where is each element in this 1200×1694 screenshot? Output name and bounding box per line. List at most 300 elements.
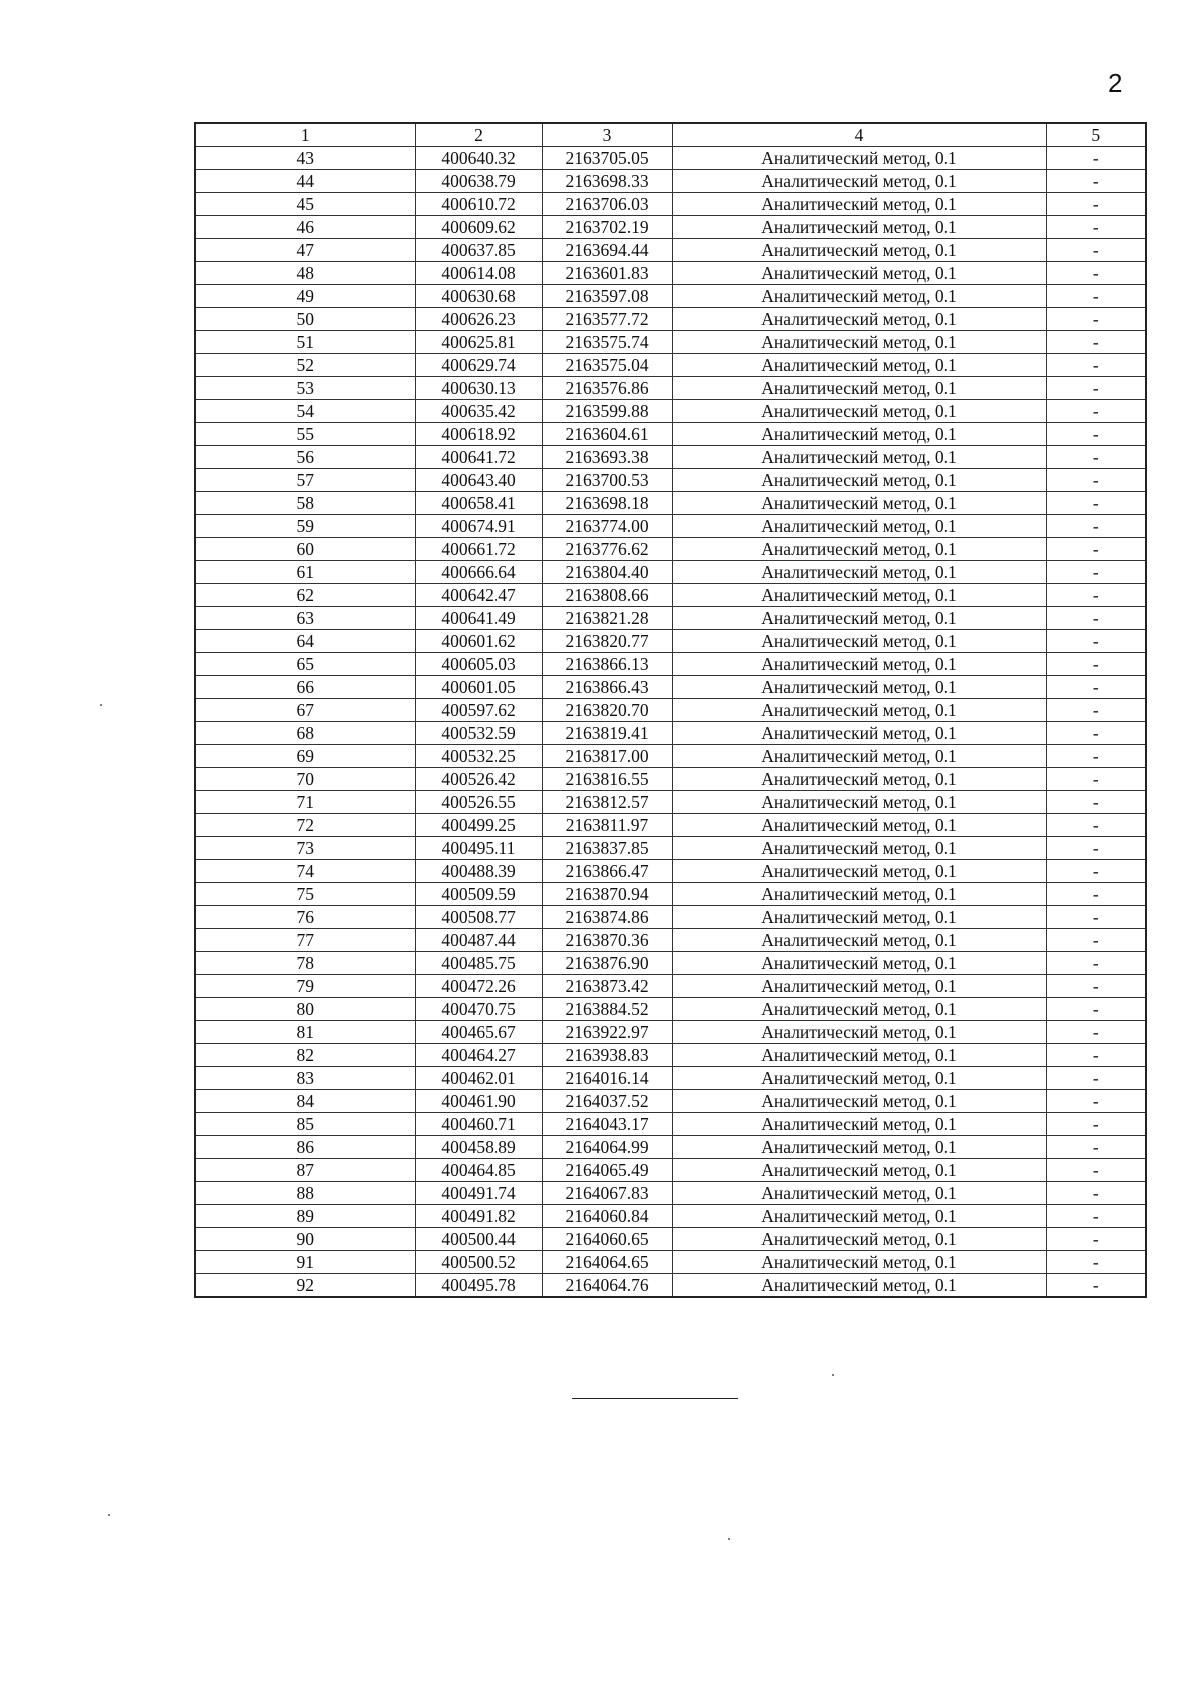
method-cell: Аналитический метод, 0.1 <box>672 377 1046 400</box>
method-cell: Аналитический метод, 0.1 <box>672 1090 1046 1113</box>
point-number-cell: 63 <box>195 607 415 630</box>
x-coordinate-cell: 400464.27 <box>415 1044 542 1067</box>
x-coordinate-cell: 400661.72 <box>415 538 542 561</box>
note-cell: - <box>1046 1228 1146 1251</box>
table-row <box>195 262 1146 285</box>
point-number-cell: 52 <box>195 354 415 377</box>
method-cell: Аналитический метод, 0.1 <box>672 446 1046 469</box>
table-row <box>195 147 1146 170</box>
method-cell: Аналитический метод, 0.1 <box>672 170 1046 193</box>
table-row <box>195 170 1146 193</box>
note-cell: - <box>1046 377 1146 400</box>
scan-speck <box>100 704 102 706</box>
scan-speck <box>108 1514 110 1516</box>
x-coordinate-cell: 400495.78 <box>415 1274 542 1298</box>
note-cell: - <box>1046 860 1146 883</box>
method-cell: Аналитический метод, 0.1 <box>672 1159 1046 1182</box>
y-coordinate-cell: 2163700.53 <box>542 469 672 492</box>
note-cell: - <box>1046 998 1146 1021</box>
table-row <box>195 515 1146 538</box>
method-cell: Аналитический метод, 0.1 <box>672 492 1046 515</box>
y-coordinate-cell: 2163804.40 <box>542 561 672 584</box>
point-number-cell: 71 <box>195 791 415 814</box>
point-number-cell: 48 <box>195 262 415 285</box>
x-coordinate-cell: 400509.59 <box>415 883 542 906</box>
note-cell: - <box>1046 400 1146 423</box>
y-coordinate-cell: 2163575.04 <box>542 354 672 377</box>
x-coordinate-cell: 400630.13 <box>415 377 542 400</box>
table-header <box>195 123 1146 147</box>
note-cell: - <box>1046 469 1146 492</box>
note-cell: - <box>1046 1044 1146 1067</box>
table-row <box>195 722 1146 745</box>
point-number-cell: 86 <box>195 1136 415 1159</box>
note-cell: - <box>1046 1251 1146 1274</box>
table-row <box>195 239 1146 262</box>
x-coordinate-cell: 400597.62 <box>415 699 542 722</box>
y-coordinate-cell: 2163698.18 <box>542 492 672 515</box>
x-coordinate-cell: 400626.23 <box>415 308 542 331</box>
point-number-cell: 45 <box>195 193 415 216</box>
y-coordinate-cell: 2164060.65 <box>542 1228 672 1251</box>
method-cell: Аналитический метод, 0.1 <box>672 653 1046 676</box>
point-number-cell: 70 <box>195 768 415 791</box>
x-coordinate-cell: 400674.91 <box>415 515 542 538</box>
method-cell: Аналитический метод, 0.1 <box>672 239 1046 262</box>
x-coordinate-cell: 400601.62 <box>415 630 542 653</box>
y-coordinate-cell: 2163820.70 <box>542 699 672 722</box>
point-number-cell: 68 <box>195 722 415 745</box>
x-coordinate-cell: 400637.85 <box>415 239 542 262</box>
table-row <box>195 860 1146 883</box>
method-cell: Аналитический метод, 0.1 <box>672 1044 1046 1067</box>
point-number-cell: 58 <box>195 492 415 515</box>
note-cell: - <box>1046 561 1146 584</box>
method-cell: Аналитический метод, 0.1 <box>672 975 1046 998</box>
table-row <box>195 929 1146 952</box>
note-cell: - <box>1046 1274 1146 1298</box>
note-cell: - <box>1046 722 1146 745</box>
x-coordinate-cell: 400609.62 <box>415 216 542 239</box>
table-row <box>195 1044 1146 1067</box>
table-row <box>195 492 1146 515</box>
note-cell: - <box>1046 193 1146 216</box>
table-row <box>195 308 1146 331</box>
x-coordinate-cell: 400641.72 <box>415 446 542 469</box>
coordinates-table <box>194 122 1147 1298</box>
method-cell: Аналитический метод, 0.1 <box>672 768 1046 791</box>
x-coordinate-cell: 400461.90 <box>415 1090 542 1113</box>
note-cell: - <box>1046 1159 1146 1182</box>
method-cell: Аналитический метод, 0.1 <box>672 676 1046 699</box>
point-number-cell: 85 <box>195 1113 415 1136</box>
note-cell: - <box>1046 699 1146 722</box>
method-cell: Аналитический метод, 0.1 <box>672 331 1046 354</box>
y-coordinate-cell: 2163873.42 <box>542 975 672 998</box>
method-cell: Аналитический метод, 0.1 <box>672 837 1046 860</box>
table-row <box>195 1159 1146 1182</box>
table-row <box>195 1067 1146 1090</box>
point-number-cell: 53 <box>195 377 415 400</box>
page-number: 2 <box>1108 68 1123 98</box>
method-cell: Аналитический метод, 0.1 <box>672 929 1046 952</box>
method-cell: Аналитический метод, 0.1 <box>672 515 1046 538</box>
table-row <box>195 354 1146 377</box>
point-number-cell: 73 <box>195 837 415 860</box>
point-number-cell: 77 <box>195 929 415 952</box>
x-coordinate-cell: 400460.71 <box>415 1113 542 1136</box>
method-cell: Аналитический метод, 0.1 <box>672 147 1046 170</box>
method-cell: Аналитический метод, 0.1 <box>672 814 1046 837</box>
x-coordinate-cell: 400629.74 <box>415 354 542 377</box>
y-coordinate-cell: 2163837.85 <box>542 837 672 860</box>
note-cell: - <box>1046 239 1146 262</box>
method-cell: Аналитический метод, 0.1 <box>672 262 1046 285</box>
note-cell: - <box>1046 607 1146 630</box>
note-cell: - <box>1046 1205 1146 1228</box>
method-cell: Аналитический метод, 0.1 <box>672 561 1046 584</box>
note-cell: - <box>1046 1090 1146 1113</box>
table-row <box>195 584 1146 607</box>
point-number-cell: 88 <box>195 1182 415 1205</box>
method-cell: Аналитический метод, 0.1 <box>672 1067 1046 1090</box>
point-number-cell: 66 <box>195 676 415 699</box>
method-cell: Аналитический метод, 0.1 <box>672 998 1046 1021</box>
x-coordinate-cell: 400499.25 <box>415 814 542 837</box>
y-coordinate-cell: 2163575.74 <box>542 331 672 354</box>
point-number-cell: 67 <box>195 699 415 722</box>
point-number-cell: 79 <box>195 975 415 998</box>
point-number-cell: 78 <box>195 952 415 975</box>
note-cell: - <box>1046 170 1146 193</box>
method-cell: Аналитический метод, 0.1 <box>672 1228 1046 1251</box>
x-coordinate-cell: 400465.67 <box>415 1021 542 1044</box>
x-coordinate-cell: 400500.52 <box>415 1251 542 1274</box>
note-cell: - <box>1046 262 1146 285</box>
note-cell: - <box>1046 676 1146 699</box>
y-coordinate-cell: 2163922.97 <box>542 1021 672 1044</box>
y-coordinate-cell: 2164067.83 <box>542 1182 672 1205</box>
note-cell: - <box>1046 791 1146 814</box>
method-cell: Аналитический метод, 0.1 <box>672 216 1046 239</box>
y-coordinate-cell: 2164043.17 <box>542 1113 672 1136</box>
point-number-cell: 54 <box>195 400 415 423</box>
header-row <box>195 123 1146 147</box>
y-coordinate-cell: 2163705.05 <box>542 147 672 170</box>
table-row <box>195 975 1146 998</box>
method-cell: Аналитический метод, 0.1 <box>672 722 1046 745</box>
note-cell: - <box>1046 1136 1146 1159</box>
method-cell: Аналитический метод, 0.1 <box>672 469 1046 492</box>
x-coordinate-cell: 400500.44 <box>415 1228 542 1251</box>
column-header-3: 3 <box>542 123 672 147</box>
x-coordinate-cell: 400487.44 <box>415 929 542 952</box>
x-coordinate-cell: 400532.59 <box>415 722 542 745</box>
y-coordinate-cell: 2163776.62 <box>542 538 672 561</box>
table-row <box>195 400 1146 423</box>
method-cell: Аналитический метод, 0.1 <box>672 400 1046 423</box>
point-number-cell: 74 <box>195 860 415 883</box>
note-cell: - <box>1046 906 1146 929</box>
table-row <box>195 538 1146 561</box>
point-number-cell: 75 <box>195 883 415 906</box>
y-coordinate-cell: 2164064.65 <box>542 1251 672 1274</box>
point-number-cell: 51 <box>195 331 415 354</box>
table-row <box>195 469 1146 492</box>
point-number-cell: 92 <box>195 1274 415 1298</box>
x-coordinate-cell: 400526.55 <box>415 791 542 814</box>
y-coordinate-cell: 2163820.77 <box>542 630 672 653</box>
method-cell: Аналитический метод, 0.1 <box>672 699 1046 722</box>
point-number-cell: 49 <box>195 285 415 308</box>
x-coordinate-cell: 400638.79 <box>415 170 542 193</box>
y-coordinate-cell: 2163819.41 <box>542 722 672 745</box>
y-coordinate-cell: 2163601.83 <box>542 262 672 285</box>
x-coordinate-cell: 400610.72 <box>415 193 542 216</box>
y-coordinate-cell: 2164065.49 <box>542 1159 672 1182</box>
point-number-cell: 57 <box>195 469 415 492</box>
note-cell: - <box>1046 837 1146 860</box>
x-coordinate-cell: 400605.03 <box>415 653 542 676</box>
note-cell: - <box>1046 745 1146 768</box>
note-cell: - <box>1046 492 1146 515</box>
x-coordinate-cell: 400508.77 <box>415 906 542 929</box>
method-cell: Аналитический метод, 0.1 <box>672 1274 1046 1298</box>
method-cell: Аналитический метод, 0.1 <box>672 630 1046 653</box>
y-coordinate-cell: 2163577.72 <box>542 308 672 331</box>
method-cell: Аналитический метод, 0.1 <box>672 883 1046 906</box>
y-coordinate-cell: 2163874.86 <box>542 906 672 929</box>
point-number-cell: 65 <box>195 653 415 676</box>
y-coordinate-cell: 2163774.00 <box>542 515 672 538</box>
x-coordinate-cell: 400470.75 <box>415 998 542 1021</box>
note-cell: - <box>1046 423 1146 446</box>
method-cell: Аналитический метод, 0.1 <box>672 285 1046 308</box>
method-cell: Аналитический метод, 0.1 <box>672 791 1046 814</box>
y-coordinate-cell: 2163866.43 <box>542 676 672 699</box>
method-cell: Аналитический метод, 0.1 <box>672 745 1046 768</box>
table-row <box>195 1274 1146 1298</box>
point-number-cell: 72 <box>195 814 415 837</box>
point-number-cell: 76 <box>195 906 415 929</box>
note-cell: - <box>1046 285 1146 308</box>
note-cell: - <box>1046 952 1146 975</box>
table-body <box>195 147 1146 1298</box>
point-number-cell: 62 <box>195 584 415 607</box>
x-coordinate-cell: 400630.68 <box>415 285 542 308</box>
method-cell: Аналитический метод, 0.1 <box>672 538 1046 561</box>
note-cell: - <box>1046 975 1146 998</box>
table-row <box>195 1021 1146 1044</box>
point-number-cell: 59 <box>195 515 415 538</box>
x-coordinate-cell: 400472.26 <box>415 975 542 998</box>
x-coordinate-cell: 400601.05 <box>415 676 542 699</box>
table-row <box>195 791 1146 814</box>
x-coordinate-cell: 400643.40 <box>415 469 542 492</box>
point-number-cell: 55 <box>195 423 415 446</box>
note-cell: - <box>1046 1113 1146 1136</box>
note-cell: - <box>1046 515 1146 538</box>
note-cell: - <box>1046 768 1146 791</box>
method-cell: Аналитический метод, 0.1 <box>672 860 1046 883</box>
y-coordinate-cell: 2163870.36 <box>542 929 672 952</box>
x-coordinate-cell: 400526.42 <box>415 768 542 791</box>
x-coordinate-cell: 400640.32 <box>415 147 542 170</box>
note-cell: - <box>1046 1182 1146 1205</box>
table-row <box>195 952 1146 975</box>
y-coordinate-cell: 2163702.19 <box>542 216 672 239</box>
method-cell: Аналитический метод, 0.1 <box>672 308 1046 331</box>
table-row <box>195 331 1146 354</box>
y-coordinate-cell: 2164060.84 <box>542 1205 672 1228</box>
method-cell: Аналитический метод, 0.1 <box>672 193 1046 216</box>
table-row <box>195 285 1146 308</box>
y-coordinate-cell: 2163599.88 <box>542 400 672 423</box>
table-row <box>195 1182 1146 1205</box>
table-row <box>195 883 1146 906</box>
y-coordinate-cell: 2163604.61 <box>542 423 672 446</box>
y-coordinate-cell: 2163576.86 <box>542 377 672 400</box>
point-number-cell: 43 <box>195 147 415 170</box>
y-coordinate-cell: 2163694.44 <box>542 239 672 262</box>
note-cell: - <box>1046 446 1146 469</box>
table-row <box>195 193 1146 216</box>
note-cell: - <box>1046 814 1146 837</box>
note-cell: - <box>1046 653 1146 676</box>
method-cell: Аналитический метод, 0.1 <box>672 354 1046 377</box>
table-row <box>195 607 1146 630</box>
point-number-cell: 64 <box>195 630 415 653</box>
table-row <box>195 561 1146 584</box>
note-cell: - <box>1046 630 1146 653</box>
y-coordinate-cell: 2163706.03 <box>542 193 672 216</box>
x-coordinate-cell: 400488.39 <box>415 860 542 883</box>
x-coordinate-cell: 400614.08 <box>415 262 542 285</box>
y-coordinate-cell: 2164037.52 <box>542 1090 672 1113</box>
note-cell: - <box>1046 216 1146 239</box>
y-coordinate-cell: 2163811.97 <box>542 814 672 837</box>
column-header-1: 1 <box>195 123 415 147</box>
y-coordinate-cell: 2164016.14 <box>542 1067 672 1090</box>
x-coordinate-cell: 400658.41 <box>415 492 542 515</box>
x-coordinate-cell: 400491.74 <box>415 1182 542 1205</box>
table-row <box>195 1205 1146 1228</box>
table-row <box>195 906 1146 929</box>
note-cell: - <box>1046 308 1146 331</box>
point-number-cell: 87 <box>195 1159 415 1182</box>
table-row <box>195 630 1146 653</box>
table-row <box>195 1251 1146 1274</box>
point-number-cell: 56 <box>195 446 415 469</box>
column-header-5: 5 <box>1046 123 1146 147</box>
x-coordinate-cell: 400464.85 <box>415 1159 542 1182</box>
method-cell: Аналитический метод, 0.1 <box>672 1113 1046 1136</box>
point-number-cell: 80 <box>195 998 415 1021</box>
note-cell: - <box>1046 883 1146 906</box>
table-row <box>195 745 1146 768</box>
x-coordinate-cell: 400618.92 <box>415 423 542 446</box>
note-cell: - <box>1046 538 1146 561</box>
point-number-cell: 61 <box>195 561 415 584</box>
method-cell: Аналитический метод, 0.1 <box>672 607 1046 630</box>
table-row <box>195 446 1146 469</box>
x-coordinate-cell: 400458.89 <box>415 1136 542 1159</box>
point-number-cell: 82 <box>195 1044 415 1067</box>
x-coordinate-cell: 400625.81 <box>415 331 542 354</box>
coordinates-table-container <box>194 122 1145 1298</box>
y-coordinate-cell: 2163866.47 <box>542 860 672 883</box>
y-coordinate-cell: 2163821.28 <box>542 607 672 630</box>
y-coordinate-cell: 2163817.00 <box>542 745 672 768</box>
y-coordinate-cell: 2163866.13 <box>542 653 672 676</box>
point-number-cell: 90 <box>195 1228 415 1251</box>
table-row <box>195 653 1146 676</box>
table-row <box>195 676 1146 699</box>
table-row <box>195 1113 1146 1136</box>
note-cell: - <box>1046 331 1146 354</box>
method-cell: Аналитический метод, 0.1 <box>672 423 1046 446</box>
table-row <box>195 699 1146 722</box>
point-number-cell: 91 <box>195 1251 415 1274</box>
x-coordinate-cell: 400666.64 <box>415 561 542 584</box>
y-coordinate-cell: 2163816.55 <box>542 768 672 791</box>
table-row <box>195 377 1146 400</box>
y-coordinate-cell: 2163693.38 <box>542 446 672 469</box>
y-coordinate-cell: 2163884.52 <box>542 998 672 1021</box>
x-coordinate-cell: 400495.11 <box>415 837 542 860</box>
method-cell: Аналитический метод, 0.1 <box>672 952 1046 975</box>
method-cell: Аналитический метод, 0.1 <box>672 1205 1046 1228</box>
note-cell: - <box>1046 354 1146 377</box>
point-number-cell: 89 <box>195 1205 415 1228</box>
y-coordinate-cell: 2164064.76 <box>542 1274 672 1298</box>
table-row <box>195 1090 1146 1113</box>
x-coordinate-cell: 400532.25 <box>415 745 542 768</box>
column-header-4: 4 <box>672 123 1046 147</box>
table-row <box>195 423 1146 446</box>
note-cell: - <box>1046 147 1146 170</box>
table-row <box>195 814 1146 837</box>
method-cell: Аналитический метод, 0.1 <box>672 1182 1046 1205</box>
x-coordinate-cell: 400485.75 <box>415 952 542 975</box>
point-number-cell: 81 <box>195 1021 415 1044</box>
y-coordinate-cell: 2163938.83 <box>542 1044 672 1067</box>
point-number-cell: 69 <box>195 745 415 768</box>
y-coordinate-cell: 2163870.94 <box>542 883 672 906</box>
y-coordinate-cell: 2163597.08 <box>542 285 672 308</box>
y-coordinate-cell: 2163698.33 <box>542 170 672 193</box>
y-coordinate-cell: 2163808.66 <box>542 584 672 607</box>
closing-rule-divider <box>572 1398 738 1399</box>
point-number-cell: 44 <box>195 170 415 193</box>
note-cell: - <box>1046 584 1146 607</box>
x-coordinate-cell: 400462.01 <box>415 1067 542 1090</box>
scan-speck <box>728 1538 730 1540</box>
note-cell: - <box>1046 1067 1146 1090</box>
note-cell: - <box>1046 929 1146 952</box>
point-number-cell: 47 <box>195 239 415 262</box>
method-cell: Аналитический метод, 0.1 <box>672 1136 1046 1159</box>
point-number-cell: 84 <box>195 1090 415 1113</box>
table-row <box>195 837 1146 860</box>
table-row <box>195 998 1146 1021</box>
table-row <box>195 216 1146 239</box>
scan-speck <box>832 1374 834 1376</box>
method-cell: Аналитический метод, 0.1 <box>672 1251 1046 1274</box>
point-number-cell: 46 <box>195 216 415 239</box>
x-coordinate-cell: 400641.49 <box>415 607 542 630</box>
x-coordinate-cell: 400642.47 <box>415 584 542 607</box>
